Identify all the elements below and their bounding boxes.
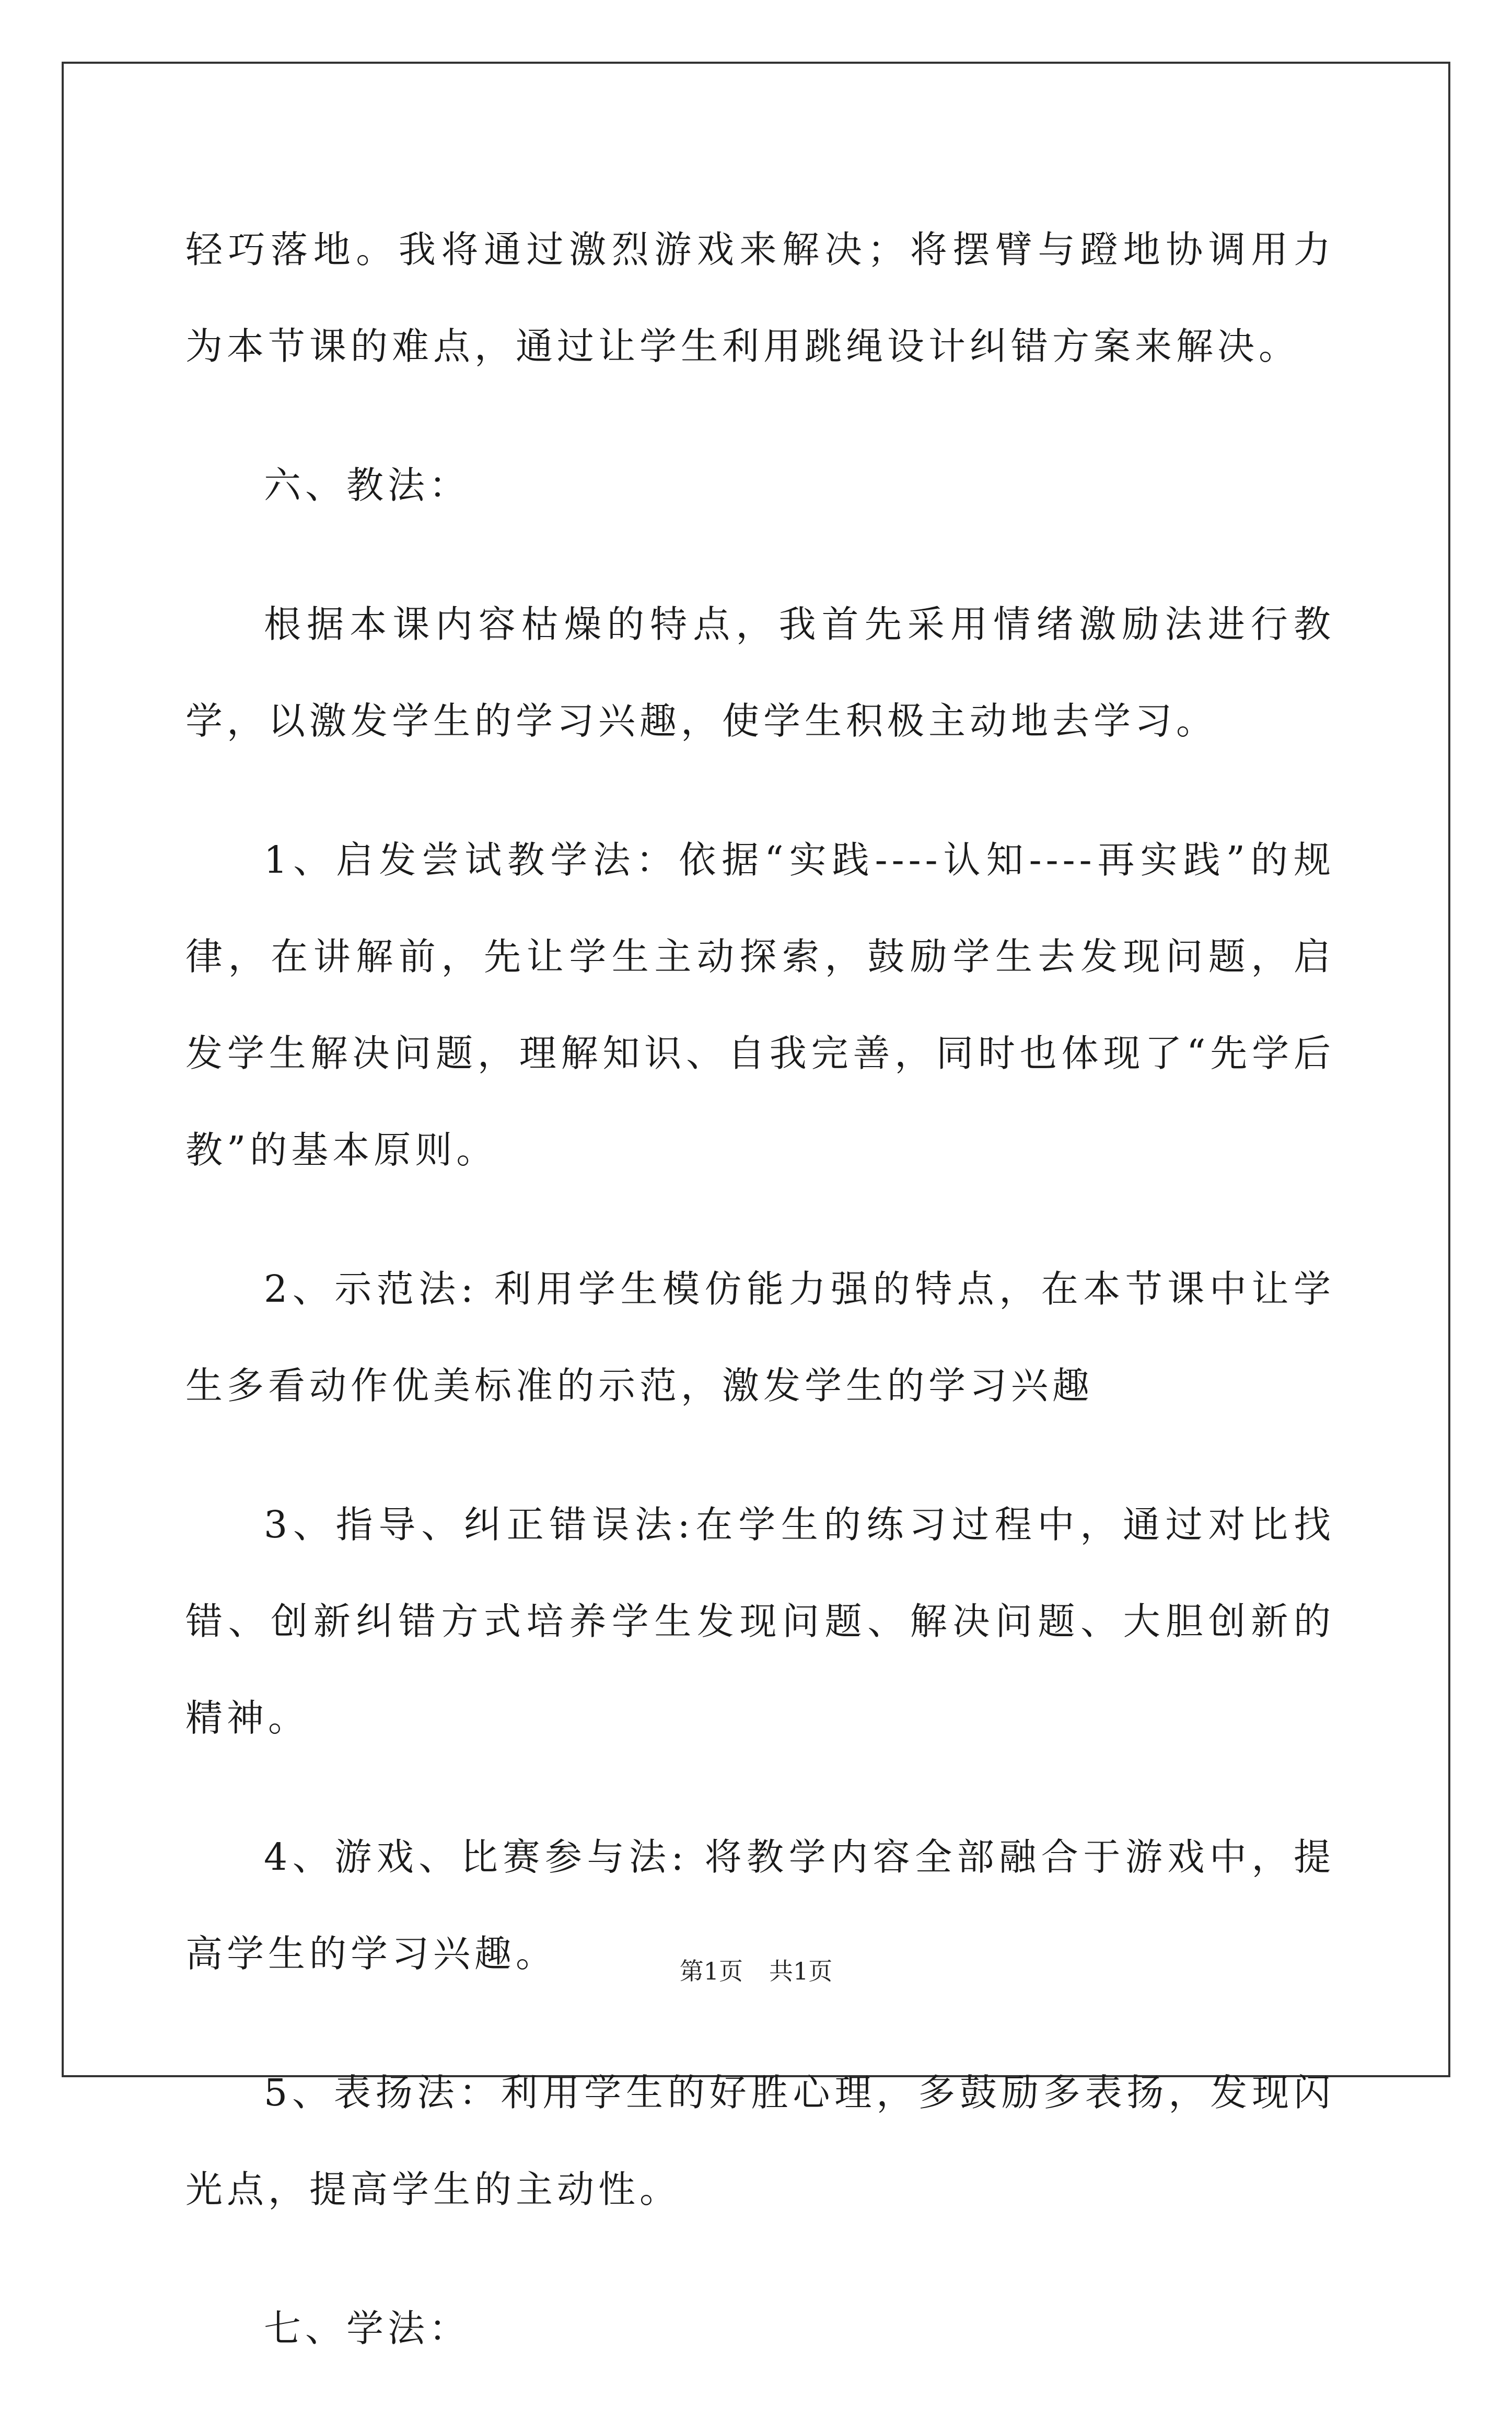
paragraph-method-5: 5、表扬法：利用学生的好胜心理，多鼓励多表扬，发现闪光点，提高学生的主动性。: [185, 2071, 1335, 2211]
paragraph-method-4: 4、游戏、比赛参与法: 将教学内容全部融合于游戏中，提高学生的学习兴趣。: [185, 1835, 1335, 1975]
document-body: [185, 201, 1335, 2419]
paragraph-method-2: 2、示范法: 利用学生模仿能力强的特点，在本节课中让学生多看动作优美标准的示范，激发学生的学习兴趣: [185, 1267, 1335, 1407]
section-heading-learning-methods: 七、学法：: [264, 2307, 471, 2350]
paragraph-continuation: 轻巧落地。我将通过激烈游戏来解决；将摆臂与蹬地协调用力为本节课的难点，通过让学生利用跳绳设计纠错方案来解决。: [185, 228, 1335, 368]
page-number-current: 第1页: [679, 1957, 743, 1985]
paragraph-method-1: 1、启发尝试教学法：依据“实践----认知----再实践”的规律，在讲解前，先让学生主动探索，鼓励学生去发现问题，启发学生解决问题，理解知识、自我完善，同时也体现了“先学后教”的基本原则。: [185, 838, 1335, 1172]
paragraph-intro: 根据本课内容枯燥的特点，我首先采用情绪激励法进行教学，以激发学生的学习兴趣，使学生积极主动地去学习。: [185, 603, 1335, 743]
section-heading-teaching-methods: 六、教法：: [264, 464, 471, 507]
page-footer: [0, 1955, 1512, 1987]
page-number-total: 共1页: [769, 1957, 833, 1985]
paragraph-method-3: 3、指导、纠正错误法:在学生的练习过程中，通过对比找错、创新纠错方式培养学生发现问题、解决问题、大胆创新的精神。: [185, 1503, 1335, 1740]
